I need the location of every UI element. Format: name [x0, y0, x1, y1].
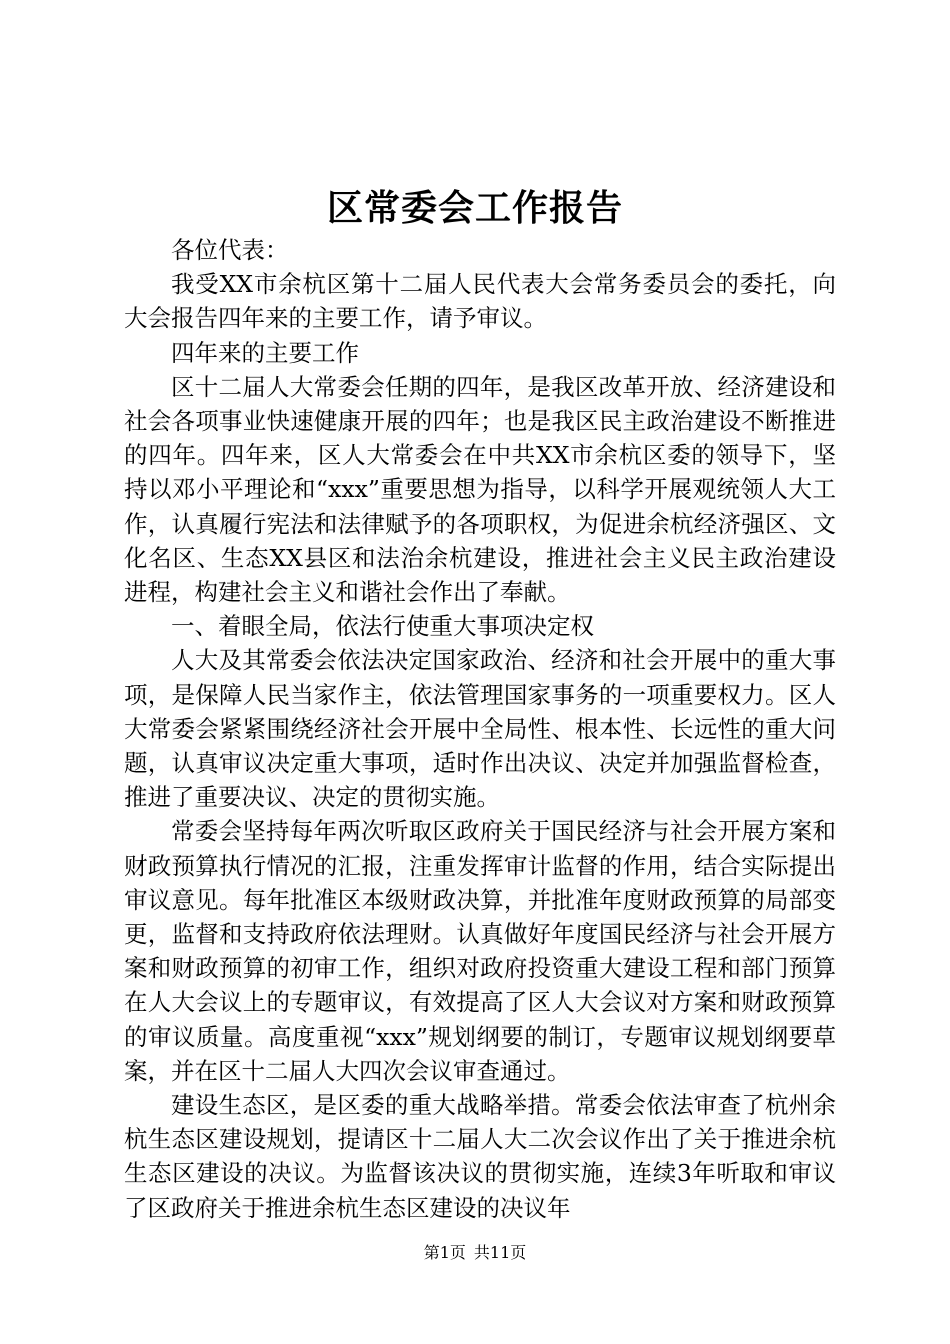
paragraph: 人大及其常委会依法决定国家政治、经济和社会开展中的重大事项，是保障人民当家作主，依法管理国家事务的一项重要权力。区人大常委会紧紧围绕经济社会开展中全局性、根本性、长远性的重大问题，认真审议决定重大事项，适时作出决议、决定并加强监督检查，推进了重要决议、决定的贯彻实施。 [124, 646, 836, 812]
paragraph: 常委会坚持每年两次听取区政府关于国民经济与社会开展方案和财政预算执行情况的汇报，注重发挥审计监督的作用，结合实际提出审议意见。每年批准区本级财政决算，并批准年度财政预算的局部变更，监督和支持政府依法理财。认真做好年度国民经济与社会开展方案和财政预算的初审工作，组织对政府投资重大建设工程和部门预算在人大会议上的专题审议，有效提高了区人大会议对方案和财政预算的审议质量。高度重视“xxx”规划纲要的制订，专题审议规划纲要草案，并在区十二届人大四次会议审查通过。 [124, 817, 836, 1085]
paragraph: 我受XX市余杭区第十二届人民代表大会常务委员会的委托，向大会报告四年来的主要工作，请予审议。 [124, 270, 836, 333]
section-heading: 四年来的主要工作 [171, 338, 359, 367]
page-total: 共11页 [473, 1243, 527, 1262]
paragraph: 区十二届人大常委会任期的四年，是我区改革开放、经济建设和社会各项事业快速健康开展的四年；也是我区民主政治建设不断推进的四年。四年来，区人大常委会在中共XX市余杭区委的领导下，坚持以邓小平理论和“xxx”重要思想为指导，以科学开展观统领人大工作，认真履行宪法和法律赋予的各项职权，为促进余杭经济强区、文化名区、生态XX县区和法治余杭建设，推进社会主义民主政治建设进程，构建社会主义和谐社会作出了奉献。 [124, 372, 836, 607]
section-heading: 一、着眼全局，依法行使重大事项决定权 [171, 612, 594, 641]
salutation: 各位代表： [171, 236, 289, 264]
page-footer [0, 1242, 950, 1264]
document-title: 区常委会工作报告 [326, 187, 623, 229]
page-number: 第1页 [423, 1243, 466, 1262]
paragraph: 建设生态区，是区委的重大战略举措。常委会依法审查了杭州余杭生态区建设规划，提请区十二届人大二次会议作出了关于推进余杭生态区建设的决议。为监督该决议的贯彻实施，连续3年听取和审议了区政府关于推进余杭生态区建设的决议年 [124, 1091, 836, 1222]
document-body [124, 233, 836, 1225]
